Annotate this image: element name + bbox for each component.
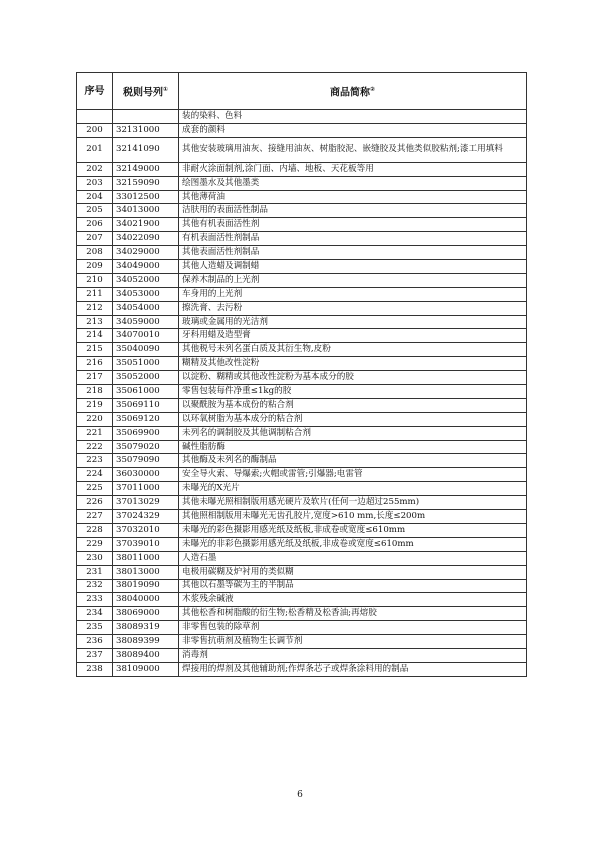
serial-number-cell: 229 bbox=[77, 537, 113, 551]
table-row bbox=[77, 204, 527, 218]
page-number: 6 bbox=[297, 790, 303, 800]
serial-number-cell: 234 bbox=[77, 607, 113, 621]
product-name-cell: 其他照相制版用未曝光无齿孔胶片,宽度>610 mm,长度≤200m bbox=[179, 510, 527, 524]
tariff-code-cell: 37039010 bbox=[113, 537, 179, 551]
tariff-code-cell: 38109000 bbox=[113, 662, 179, 676]
product-name-cell: 成套的颜料 bbox=[179, 123, 527, 137]
product-name-cell: 玻璃或金属用的光洁剂 bbox=[179, 315, 527, 329]
tariff-code-cell: 34021900 bbox=[113, 218, 179, 232]
table-row bbox=[77, 579, 527, 593]
tariff-code-cell: 38019090 bbox=[113, 579, 179, 593]
product-name-cell: 其他表面活性剂制品 bbox=[179, 246, 527, 260]
table-row bbox=[77, 357, 527, 371]
tariff-code-cell: 34059000 bbox=[113, 315, 179, 329]
serial-number-cell: 221 bbox=[77, 426, 113, 440]
header-product-name: 商品简称② bbox=[179, 73, 527, 110]
serial-number-cell: 217 bbox=[77, 371, 113, 385]
product-name-cell: 未曝光的彩色摄影用感光纸及纸板,非成卷或宽度≤610mm bbox=[179, 523, 527, 537]
tariff-code-cell: 38089399 bbox=[113, 635, 179, 649]
serial-number-cell: 225 bbox=[77, 482, 113, 496]
tariff-code-cell: 34049000 bbox=[113, 260, 179, 274]
tariff-code-cell: 34013000 bbox=[113, 204, 179, 218]
serial-number-cell: 204 bbox=[77, 190, 113, 204]
table-row bbox=[77, 468, 527, 482]
table-row bbox=[77, 482, 527, 496]
table-row bbox=[77, 648, 527, 662]
serial-number-cell: 220 bbox=[77, 412, 113, 426]
product-name-cell: 糊精及其他改性淀粉 bbox=[179, 357, 527, 371]
product-name-cell: 其他以石墨等碳为主的半制品 bbox=[179, 579, 527, 593]
tariff-code-cell: 35079090 bbox=[113, 454, 179, 468]
product-name-cell: 焊接用的焊剂及其他辅助剂;作焊条芯子或焊条涂料用的制品 bbox=[179, 662, 527, 676]
continuation-name-cell: 装的染料、色料 bbox=[179, 110, 527, 124]
product-name-cell: 木浆残余碱液 bbox=[179, 593, 527, 607]
product-name-cell: 未曝光的X光片 bbox=[179, 482, 527, 496]
serial-number-cell: 235 bbox=[77, 621, 113, 635]
serial-number-cell: 237 bbox=[77, 648, 113, 662]
serial-number-cell: 207 bbox=[77, 232, 113, 246]
continuation-row bbox=[77, 110, 527, 124]
product-name-cell: 以聚酰胺为基本成份的粘合剂 bbox=[179, 398, 527, 412]
tariff-code-cell: 32159090 bbox=[113, 176, 179, 190]
product-name-cell: 其他税号未列名蛋白质及其衍生物,皮粉 bbox=[179, 343, 527, 357]
serial-number-cell: 212 bbox=[77, 301, 113, 315]
serial-number-cell: 214 bbox=[77, 329, 113, 343]
product-name-cell: 以环氧树脂为基本成分的粘合剂 bbox=[179, 412, 527, 426]
table-row bbox=[77, 315, 527, 329]
tariff-code-cell: 34070010 bbox=[113, 329, 179, 343]
table-row bbox=[77, 329, 527, 343]
table-row bbox=[77, 190, 527, 204]
tariff-code-cell: 38013000 bbox=[113, 565, 179, 579]
tariff-code-cell: 34029000 bbox=[113, 246, 179, 260]
product-name-cell: 未曝光的非彩色摄影用感光纸及纸板,非成卷或宽度≤610mm bbox=[179, 537, 527, 551]
table-row bbox=[77, 537, 527, 551]
footnote-marker: ① bbox=[162, 85, 169, 93]
table-row bbox=[77, 260, 527, 274]
tariff-code-cell: 35069120 bbox=[113, 412, 179, 426]
product-name-cell: 以淀粉、糊精或其他改性淀粉为基本成分的胶 bbox=[179, 371, 527, 385]
table-row bbox=[77, 273, 527, 287]
serial-number-cell: 208 bbox=[77, 246, 113, 260]
product-name-cell: 洁肤用的表面活性制品 bbox=[179, 204, 527, 218]
tariff-code-cell: 35040090 bbox=[113, 343, 179, 357]
serial-number-cell: 203 bbox=[77, 176, 113, 190]
serial-number-cell: 210 bbox=[77, 273, 113, 287]
table-row bbox=[77, 593, 527, 607]
tariff-table bbox=[76, 72, 527, 677]
table-row bbox=[77, 343, 527, 357]
table-row bbox=[77, 662, 527, 676]
tariff-code-cell: 38089400 bbox=[113, 648, 179, 662]
header-serial-number: 序号 bbox=[77, 73, 113, 110]
tariff-code-cell: 32149000 bbox=[113, 162, 179, 176]
table-row bbox=[77, 287, 527, 301]
tariff-code-cell: 34054000 bbox=[113, 301, 179, 315]
serial-number-cell: 227 bbox=[77, 510, 113, 524]
product-name-cell: 安全导火索、导爆索;火帽或雷管;引爆器;电雷管 bbox=[179, 468, 527, 482]
continuation-no-cell bbox=[77, 110, 113, 124]
product-name-cell: 电极用碳糊及炉衬用的类似糊 bbox=[179, 565, 527, 579]
table-row bbox=[77, 496, 527, 510]
tariff-code-cell: 38089319 bbox=[113, 621, 179, 635]
tariff-code-cell: 36030000 bbox=[113, 468, 179, 482]
table-row bbox=[77, 426, 527, 440]
table-row bbox=[77, 565, 527, 579]
tariff-code-cell: 37032010 bbox=[113, 523, 179, 537]
serial-number-cell: 206 bbox=[77, 218, 113, 232]
product-name-cell: 保养木制品的上光剂 bbox=[179, 273, 527, 287]
table-row bbox=[77, 412, 527, 426]
serial-number-cell: 211 bbox=[77, 287, 113, 301]
table-row bbox=[77, 371, 527, 385]
tariff-code-cell: 37024329 bbox=[113, 510, 179, 524]
product-name-cell: 其他酶及未列名的酶制品 bbox=[179, 454, 527, 468]
product-name-cell: 非耐火涂面制剂,涂门面、内墙、地板、天花板等用 bbox=[179, 162, 527, 176]
product-name-cell: 未列名的调制胶及其他调制粘合剂 bbox=[179, 426, 527, 440]
table-row bbox=[77, 218, 527, 232]
product-name-cell: 车身用的上光剂 bbox=[179, 287, 527, 301]
table-row bbox=[77, 123, 527, 137]
serial-number-cell: 201 bbox=[77, 137, 113, 162]
tariff-code-cell: 38069000 bbox=[113, 607, 179, 621]
product-name-cell: 碱性脂肪酶 bbox=[179, 440, 527, 454]
header-tariff-code: 税则号列① bbox=[113, 73, 179, 110]
table-row bbox=[77, 551, 527, 565]
product-name-cell: 非零售包装的除草剂 bbox=[179, 621, 527, 635]
table-row bbox=[77, 510, 527, 524]
serial-number-cell: 202 bbox=[77, 162, 113, 176]
tariff-code-cell: 38011000 bbox=[113, 551, 179, 565]
serial-number-cell: 223 bbox=[77, 454, 113, 468]
tariff-code-cell: 34052000 bbox=[113, 273, 179, 287]
product-name-cell: 有机表面活性剂制品 bbox=[179, 232, 527, 246]
product-name-cell: 非零售抗萌剂及植物生长调节剂 bbox=[179, 635, 527, 649]
serial-number-cell: 219 bbox=[77, 398, 113, 412]
tariff-code-cell: 35061000 bbox=[113, 385, 179, 399]
serial-number-cell: 236 bbox=[77, 635, 113, 649]
table-row bbox=[77, 635, 527, 649]
product-name-cell: 绘图墨水及其他墨类 bbox=[179, 176, 527, 190]
table-row bbox=[77, 398, 527, 412]
serial-number-cell: 224 bbox=[77, 468, 113, 482]
tariff-code-cell: 35079020 bbox=[113, 440, 179, 454]
serial-number-cell: 200 bbox=[77, 123, 113, 137]
continuation-code-cell bbox=[113, 110, 179, 124]
serial-number-cell: 226 bbox=[77, 496, 113, 510]
table-row bbox=[77, 454, 527, 468]
product-name-cell: 零售包装每件净重≤1kg的胶 bbox=[179, 385, 527, 399]
table-row bbox=[77, 162, 527, 176]
table-row bbox=[77, 137, 527, 162]
product-name-cell: 人造石墨 bbox=[179, 551, 527, 565]
tariff-code-cell: 35052000 bbox=[113, 371, 179, 385]
table-row bbox=[77, 607, 527, 621]
product-name-cell: 其他薄荷油 bbox=[179, 190, 527, 204]
tariff-code-cell: 34022090 bbox=[113, 232, 179, 246]
footnote-marker: ② bbox=[369, 85, 376, 93]
tariff-code-cell: 37013029 bbox=[113, 496, 179, 510]
product-name-cell: 消毒剂 bbox=[179, 648, 527, 662]
tariff-code-cell: 35051000 bbox=[113, 357, 179, 371]
serial-number-cell: 205 bbox=[77, 204, 113, 218]
tariff-code-cell: 38040000 bbox=[113, 593, 179, 607]
table-row bbox=[77, 246, 527, 260]
serial-number-cell: 233 bbox=[77, 593, 113, 607]
tariff-code-cell: 35069900 bbox=[113, 426, 179, 440]
serial-number-cell: 231 bbox=[77, 565, 113, 579]
table-row bbox=[77, 232, 527, 246]
table-row bbox=[77, 176, 527, 190]
serial-number-cell: 218 bbox=[77, 385, 113, 399]
tariff-code-cell: 32141090 bbox=[113, 137, 179, 162]
product-name-cell: 其他人造蜡及调制蜡 bbox=[179, 260, 527, 274]
table-row bbox=[77, 440, 527, 454]
tariff-code-cell: 32131000 bbox=[113, 123, 179, 137]
table-body bbox=[77, 110, 527, 677]
product-name-cell: 其他未曝光照相制版用感光硬片及软片(任何一边超过255mm) bbox=[179, 496, 527, 510]
product-name-cell: 其他安装玻璃用油灰、接缝用油灰、树脂胶泥、嵌缝胶及其他类似胶粘剂;漆工用填料 bbox=[179, 137, 527, 162]
serial-number-cell: 222 bbox=[77, 440, 113, 454]
table-header-row bbox=[77, 73, 527, 110]
serial-number-cell: 209 bbox=[77, 260, 113, 274]
product-name-cell: 牙科用蜡及造型膏 bbox=[179, 329, 527, 343]
serial-number-cell: 213 bbox=[77, 315, 113, 329]
serial-number-cell: 215 bbox=[77, 343, 113, 357]
serial-number-cell: 216 bbox=[77, 357, 113, 371]
table-row bbox=[77, 301, 527, 315]
serial-number-cell: 228 bbox=[77, 523, 113, 537]
table-row bbox=[77, 523, 527, 537]
tariff-code-cell: 34053000 bbox=[113, 287, 179, 301]
serial-number-cell: 230 bbox=[77, 551, 113, 565]
tariff-code-cell: 33012500 bbox=[113, 190, 179, 204]
serial-number-cell: 238 bbox=[77, 662, 113, 676]
tariff-code-cell: 37011000 bbox=[113, 482, 179, 496]
table-row bbox=[77, 385, 527, 399]
product-name-cell: 擦洗膏、去污粉 bbox=[179, 301, 527, 315]
tariff-code-cell: 35069110 bbox=[113, 398, 179, 412]
product-name-cell: 其他有机表面活性剂 bbox=[179, 218, 527, 232]
table-row bbox=[77, 621, 527, 635]
serial-number-cell: 232 bbox=[77, 579, 113, 593]
product-name-cell: 其他松香和树脂酸的衍生物;松香精及松香油;再熔胶 bbox=[179, 607, 527, 621]
